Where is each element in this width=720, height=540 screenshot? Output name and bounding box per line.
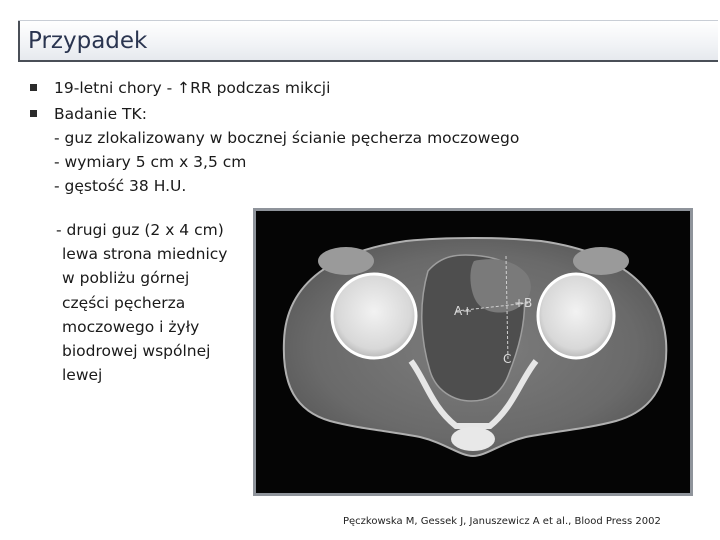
bullet-square-icon: [30, 84, 37, 91]
bullet-item: [30, 76, 700, 100]
bullet-subline: - gęstość 38 H.U.: [54, 177, 187, 195]
bullet-list: [30, 76, 700, 198]
ct-soft-tissue: [318, 247, 374, 275]
second-tumor-line: biodrowej wspólnej: [62, 342, 211, 361]
citation: Pęczkowska M, Gessek J, Januszewicz A et al., Blood Press 2002: [343, 516, 661, 527]
bullet-subline: - guz zlokalizowany w bocznej ścianie pęcherza moczowego: [54, 129, 520, 147]
bullet-subline: - wymiary 5 cm x 3,5 cm: [54, 153, 247, 171]
second-tumor-heading: - drugi guz (2 x 4 cm): [56, 221, 224, 239]
ct-femoral-head-right: [332, 274, 416, 358]
second-tumor-line: w pobliżu górnej: [62, 269, 190, 288]
ct-marker-b: +B: [514, 296, 533, 310]
ct-soft-tissue: [573, 247, 629, 275]
second-tumor-text: [56, 218, 246, 387]
slide-title: Przypadek: [28, 28, 148, 54]
ct-scan-image: [253, 208, 693, 496]
title-bar: [18, 20, 718, 62]
second-tumor-line: lewa strona miednicy: [62, 245, 228, 264]
bullet-text: Badanie TK:: [54, 105, 147, 123]
ct-sacrum: [451, 427, 495, 451]
second-tumor-line: lewej: [62, 366, 103, 385]
ct-marker-c: C: [503, 352, 512, 366]
second-tumor-line: części pęcherza: [62, 293, 186, 312]
ct-scan-graphic: [256, 211, 690, 493]
bullet-text: 19-letni chory - ↑RR podczas mikcji: [54, 79, 331, 97]
ct-marker-a: A+: [454, 304, 473, 318]
bullet-square-icon: [30, 110, 37, 117]
second-tumor-line: moczowego i żyły: [62, 317, 200, 336]
ct-femoral-head-left: [538, 274, 614, 358]
bullet-item: [30, 102, 700, 198]
